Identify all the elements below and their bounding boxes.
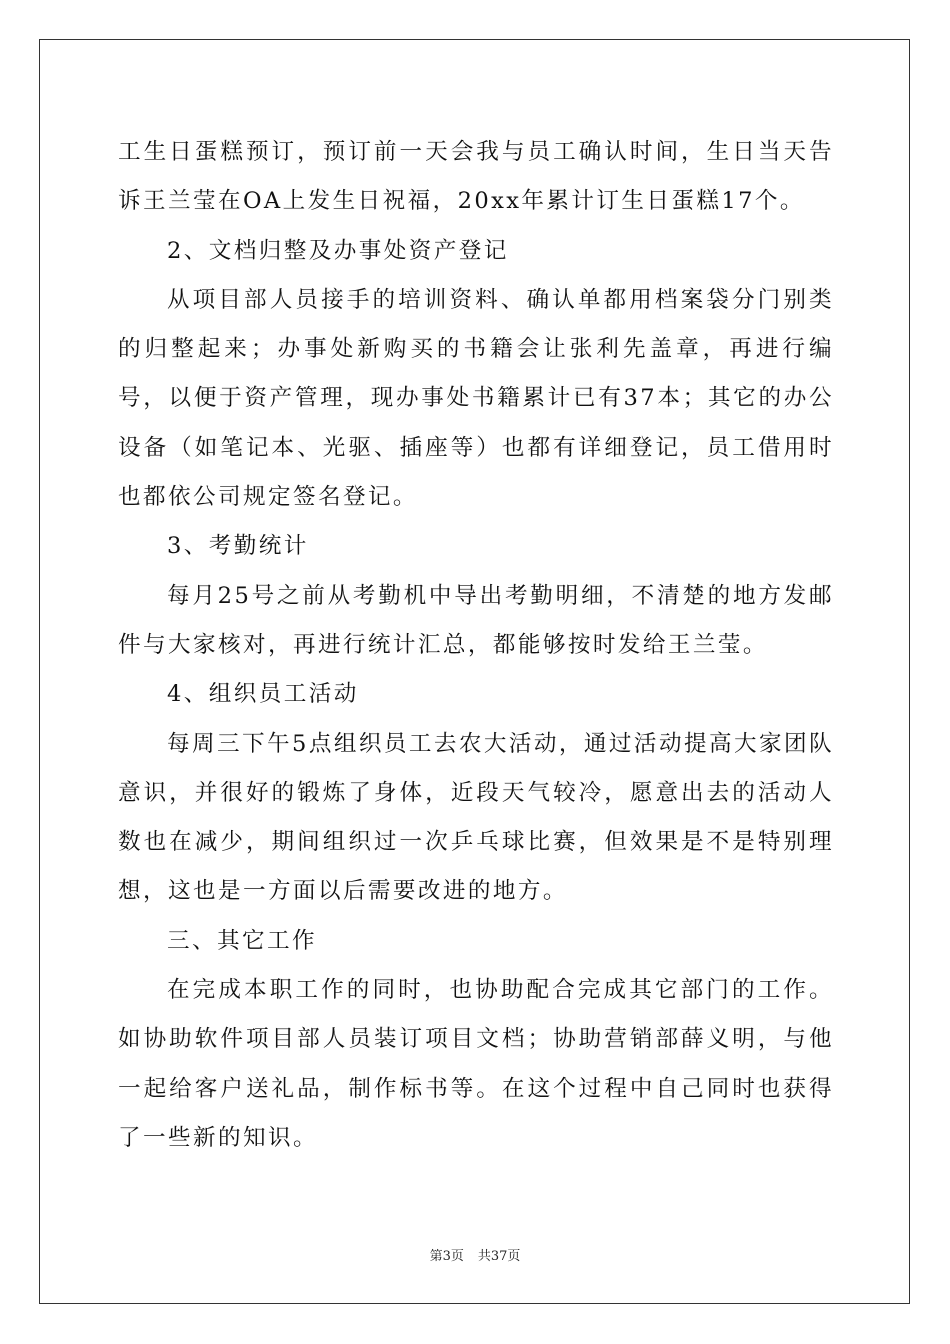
section-heading-staff-activities: 4、组织员工活动	[167, 681, 359, 708]
paragraph-attendance: 每月25号之前从考勤机中导出考勤明细，不清楚的地方发邮件与大家核对，再进行统计汇总，都能够按时发给王兰莹。	[118, 582, 834, 658]
document-body	[118, 128, 834, 1163]
page-footer	[0, 1247, 950, 1267]
page-number: 第3页	[429, 1249, 464, 1264]
paragraph-archiving: 从项目部人员接手的培训资料、确认单都用档案袋分门别类的归整起来；办事处新购买的书籍会让张利先盖章，再进行编号，以便于资产管理，现办事处书籍累计已有37本；其它的办公设备（如笔记本、光驱、插座等）也都有详细登记，员工借用时也都依公司规定签名登记。	[118, 286, 834, 511]
paragraph-staff-activities: 每周三下午5点组织员工去农大活动，通过活动提高大家团队意识，并很好的锻炼了身体，近段天气较冷，愿意出去的活动人数也在减少，期间组织过一次乒乓球比赛，但效果是不是特别理想，这也是一方面以后需要改进的地方。	[118, 730, 834, 905]
paragraph-continued: 工生日蛋糕预订，预订前一天会我与员工确认时间，生日当天告诉王兰莹在OA上发生日祝福，20xx年累计订生日蛋糕17个。	[118, 139, 834, 215]
section-heading-attendance: 3、考勤统计	[167, 533, 309, 560]
page-total: 共37页	[477, 1249, 521, 1264]
paragraph-other-work: 在完成本职工作的同时，也协助配合完成其它部门的工作。如协助软件项目部人员装订项目文档；协助营销部薛义明，与他一起给客户送礼品，制作标书等。在这个过程中自己同时也获得了一些新的知识。	[118, 977, 834, 1151]
section-heading-document-archiving: 2、文档归整及办事处资产登记	[167, 237, 509, 264]
section-heading-other-work: 三、其它工作	[167, 927, 317, 954]
